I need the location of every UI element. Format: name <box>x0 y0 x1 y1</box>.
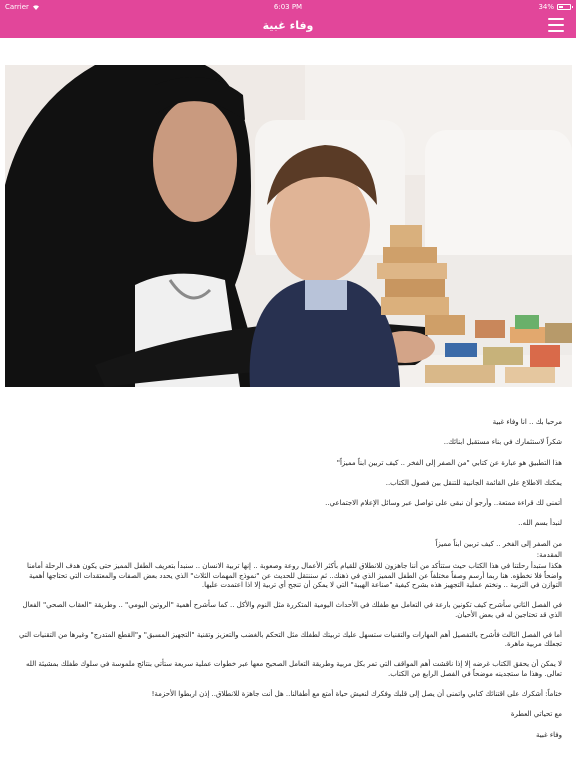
article-paragraph: مع تحياتي العطرة <box>510 710 562 719</box>
hero-photo <box>5 65 572 387</box>
status-bar <box>0 0 576 13</box>
article-paragraph: في الفصل الثاني سأشرح كيف تكونين بارعة في التعامل مع طفلك في الأحداث اليومية المتكررة مثل النوم والأكل .. كما سأشرح أهمية "الروتين اليومي" .. وطريقة "العقاب الصحي" الفعال الذي قد تحتاجين له في بعض الأحيان. <box>22 601 562 619</box>
article-paragraph: لنبدأ بسم الله.. <box>518 519 562 528</box>
article-paragraph: من الصفر إلى الفخر .. كيف تربين ابناً مميزاً <box>435 539 562 548</box>
status-time: 6:03 PM <box>273 2 303 11</box>
article-body <box>14 418 562 751</box>
article-paragraph: لا يمكن أن يحقق الكتاب غرضه إلا إذا ناقشت أهم المواقف التي تمر بكل مربية وطريقة التعامل الصحيح معها عبر خطوات عملية سريعة ستأتي بنتائج ملموسة في سلوك طفلك بمشيئة الله تعالى. وهذا ما ستجدينه موضحاً في الفصل الرابع من الكتاب. <box>26 660 562 678</box>
article-paragraph: مرحبا بك .. انا وفاء غبية <box>492 418 562 426</box>
article-paragraph: المقدمة: <box>536 551 562 560</box>
status-right <box>538 3 571 11</box>
nav-bar <box>0 13 576 38</box>
photo-mother-child-blocks <box>5 65 572 387</box>
battery-percent: 34% <box>538 2 554 11</box>
status-left <box>5 3 40 11</box>
carrier-label: Carrier <box>5 2 29 11</box>
article-paragraph: وفاء غبية <box>535 730 562 739</box>
article-paragraph: ختاماً: أشكرك على اقتنائك كتابي واتمنى أن يصل إلى قلبك وفكرك لنعيش حياة أمتع مع أطفالنا.. هل أنت جاهزة للانطلاق.. إذن اربطوا الأحزمة! <box>151 690 562 699</box>
hamburger-menu-icon[interactable] <box>548 18 564 32</box>
wifi-icon <box>32 4 40 10</box>
article-paragraph: أما في الفصل الثالث فأشرح بالتفصيل أهم المهارات والتقنيات ستسهل عليك تربيتك لطفلك مثل التحكم بالغضب والتعزيز وتقنية "التجهيز المسبق" و"القطع المتدرج" وغيرها من التقنيات التي تجعلك مربية ماهرة. <box>19 630 562 649</box>
article-paragraph: هكذا ستبدأ رحلتنا في هذا الكتاب حيث ستتأكد من أننا جاهزون للانطلاق للقيام بأكثر الأعمال روعة وصعوبة .. إنها تربية الانسان .. سنبدأ بتعريف الطفل المميز حتى يكون هدف الرحلة أمامنا واضحاً فلا نخطؤه. هنا ربما أرسم وصفاً مختلفاً عن الطفل المميز الذي في ذهنك.. ثم سننتقل للحديث عن "نموذج المهمات الثلاث" الذي يحدد بعض الصفات والمعتقدات التي تحتاجها أهمية التوازن في التربية .. ونختم عملية التجهيز هذه بشرح كيفية "صناعة الهيبة" التي لا يمكن أن تنجح أي تربية إلا اذا اعتمدت عليها. <box>26 562 562 589</box>
article-paragraph: شكراً لاستثمارك في بناء مستقبل ابنائك.. <box>443 438 562 447</box>
article-paragraph: يمكنك الاطلاع على القائمة الجانبية للتنقل بين فصول الكتاب.. <box>385 478 562 487</box>
page-title: وفاء غبية <box>262 19 314 32</box>
article-paragraph: أتمنى لك قراءة ممتعة.. وأرجو أن نبقى على تواصل عبر وسائل الإعلام الاجتماعي.. <box>325 499 562 508</box>
battery-icon <box>557 4 571 10</box>
article-paragraph: هذا التطبيق هو عبارة عن كتابي "من الصفر إلى الفخر .. كيف تربين ابناً مميزاً" <box>336 458 562 467</box>
